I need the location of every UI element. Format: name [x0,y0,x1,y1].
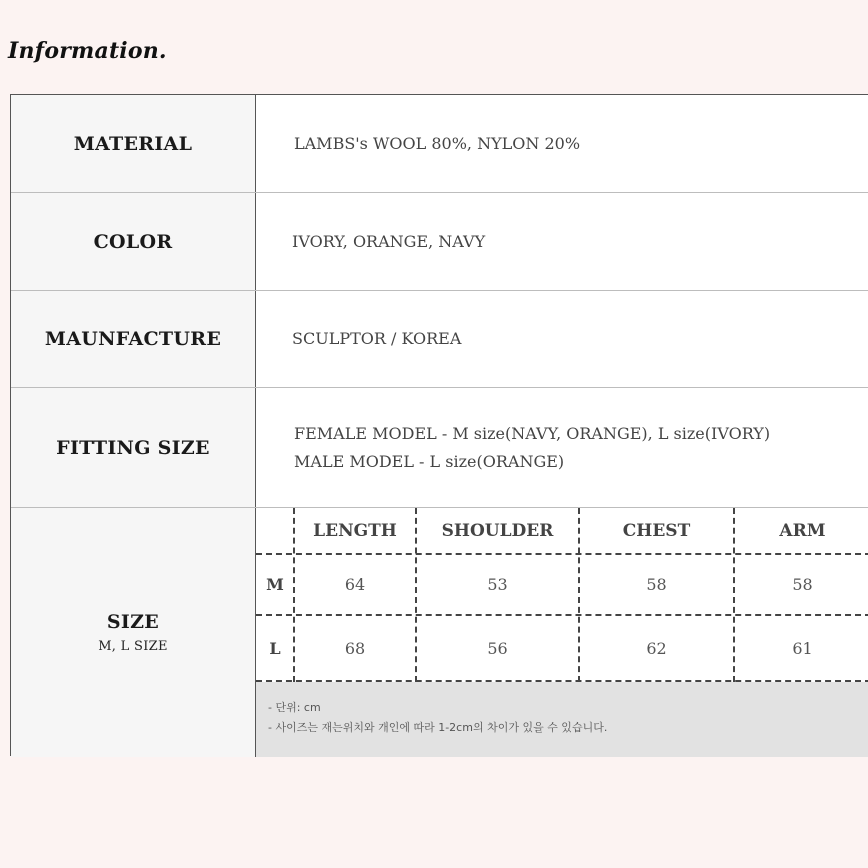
material-value-cell [256,95,868,192]
material-label: MATERIAL [11,95,256,192]
size-m-shoulder: 53 [487,575,508,594]
manufacture-row [11,291,868,388]
page-title: Information. [8,38,167,64]
size-l-arm: 61 [792,639,813,658]
grid-divider [256,553,868,555]
size-row [11,508,868,757]
color-value-cell [256,193,868,290]
color-row [11,193,868,291]
size-m-length: 64 [344,575,366,594]
size-l-chest: 62 [646,639,667,658]
size-l-length: 68 [344,639,366,658]
size-note-variance: - 사이즈는 재는위치와 개인에 따라 1-2cm의 차이가 있을 수 있습니다. [268,721,608,734]
fitting-male-line: MALE MODEL - L size(ORANGE) [294,451,565,471]
size-header-arm: ARM [779,521,826,541]
size-m-arm: 58 [792,575,813,594]
size-header-shoulder: SHOULDER [441,521,554,541]
material-row [11,95,868,193]
grid-divider [578,508,580,682]
size-table [256,508,868,757]
size-m-chest: 58 [646,575,667,594]
size-sublabel: M, L SIZE [98,639,168,654]
manufacture-label: MAUNFACTURE [11,291,256,387]
manufacture-value: SCULPTOR / KOREA [292,329,462,348]
product-info-table [10,94,868,756]
size-label: SIZE [106,611,160,633]
color-label: COLOR [11,193,256,290]
size-row-l-label: L [269,639,281,658]
material-value: LAMBS's WOOL 80%, NYLON 20% [294,133,581,153]
color-value: IVORY, ORANGE, NAVY [292,231,486,251]
size-l-shoulder: 56 [487,639,508,658]
grid-divider [733,508,735,682]
grid-divider [256,614,868,616]
fitting-size-row [11,388,868,508]
manufacture-value-cell [256,291,868,387]
size-notes [256,682,868,757]
size-header-length: LENGTH [313,521,397,541]
size-grid [256,508,868,682]
fitting-size-value-cell [256,388,868,507]
size-label-cell [11,508,256,757]
grid-divider [293,508,295,682]
fitting-size-label: FITTING SIZE [11,388,256,507]
fitting-female-line: FEMALE MODEL - M size(NAVY, ORANGE), L size(IVORY) [294,423,771,443]
size-note-unit: - 단위: cm [268,701,321,714]
grid-divider [415,508,417,682]
size-row-m-label: M [266,575,284,594]
size-header-chest: CHEST [622,521,691,541]
